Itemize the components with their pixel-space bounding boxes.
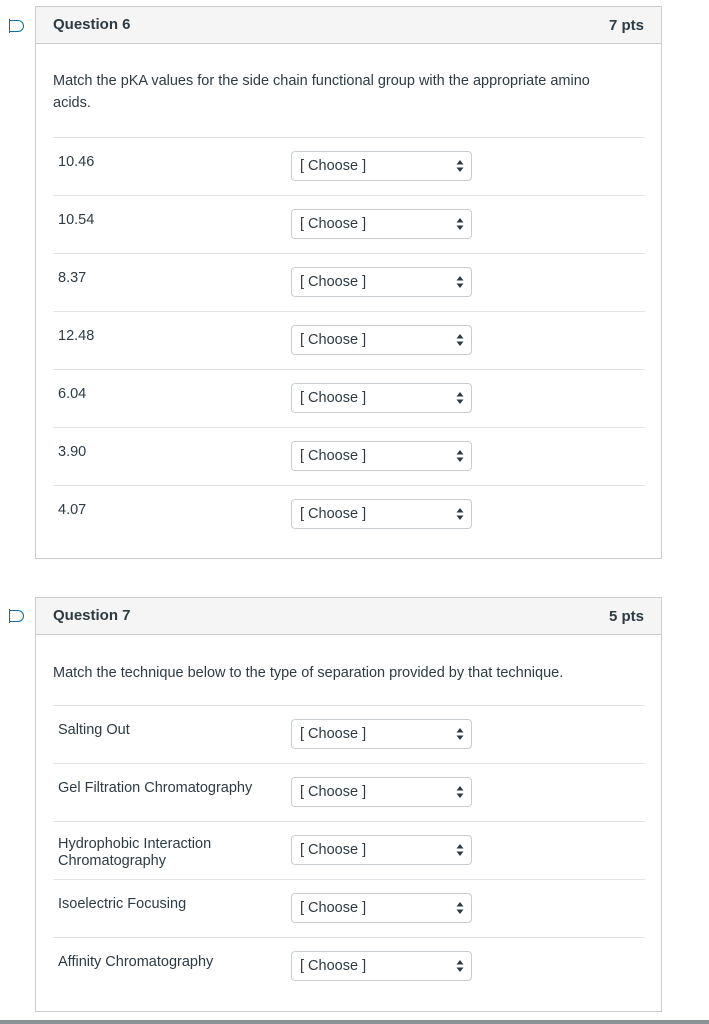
sort-arrows-icon xyxy=(456,449,464,463)
answer-select[interactable] xyxy=(291,151,472,181)
answer-select[interactable] xyxy=(291,951,472,981)
match-row xyxy=(53,705,645,763)
answer-select[interactable] xyxy=(291,719,472,749)
answer-select[interactable] xyxy=(291,325,472,355)
answer-select[interactable] xyxy=(291,267,472,297)
sort-arrows-icon xyxy=(456,727,464,741)
select-value: [ Choose ] xyxy=(300,448,367,464)
question-points: 7 pts xyxy=(608,17,644,34)
match-row xyxy=(53,763,645,821)
match-label: 3.90 xyxy=(58,444,87,460)
sort-arrows-icon xyxy=(456,507,464,521)
match-row xyxy=(53,311,645,369)
sort-arrows-icon xyxy=(456,959,464,973)
match-row xyxy=(53,253,645,311)
match-row xyxy=(53,427,645,485)
question-points: 5 pts xyxy=(608,608,644,625)
sort-arrows-icon xyxy=(456,843,464,857)
match-row xyxy=(53,879,645,937)
question-title: Question 6 xyxy=(53,16,131,33)
select-value: [ Choose ] xyxy=(300,784,367,800)
bookmark-icon[interactable] xyxy=(10,610,24,622)
match-label: 8.37 xyxy=(58,270,87,286)
select-value: [ Choose ] xyxy=(300,900,367,916)
match-row xyxy=(53,821,645,879)
question-header xyxy=(36,598,661,635)
match-label: 10.54 xyxy=(58,212,95,228)
sort-arrows-icon xyxy=(456,159,464,173)
match-label: Isoelectric Focusing xyxy=(58,896,187,912)
select-value: [ Choose ] xyxy=(300,506,367,522)
sort-arrows-icon xyxy=(456,391,464,405)
answer-select[interactable] xyxy=(291,499,472,529)
match-label: 10.46 xyxy=(58,154,95,170)
match-label: Hydrophobic Interaction Chromatography xyxy=(58,836,212,869)
answer-select[interactable] xyxy=(291,209,472,239)
match-row xyxy=(53,369,645,427)
question-header xyxy=(36,7,661,44)
question-title: Question 7 xyxy=(53,607,131,624)
question-7 xyxy=(35,597,662,1012)
select-value: [ Choose ] xyxy=(300,842,367,858)
sort-arrows-icon xyxy=(456,901,464,915)
select-value: [ Choose ] xyxy=(300,726,367,742)
match-row xyxy=(53,137,645,195)
select-value: [ Choose ] xyxy=(300,332,367,348)
select-value: [ Choose ] xyxy=(300,216,367,232)
match-label: 6.04 xyxy=(58,386,87,402)
match-row xyxy=(53,195,645,253)
select-value: [ Choose ] xyxy=(300,158,367,174)
sort-arrows-icon xyxy=(456,217,464,231)
match-label: Gel Filtration Chromatography xyxy=(58,780,253,796)
answer-select[interactable] xyxy=(291,441,472,471)
match-label: Salting Out xyxy=(58,722,130,738)
sort-arrows-icon xyxy=(456,785,464,799)
page-bottom-divider xyxy=(0,1020,709,1024)
answer-select[interactable] xyxy=(291,893,472,923)
match-label: 12.48 xyxy=(58,328,95,344)
bookmark-icon[interactable] xyxy=(10,20,24,32)
sort-arrows-icon xyxy=(456,275,464,289)
match-row xyxy=(53,485,645,543)
select-value: [ Choose ] xyxy=(300,274,367,290)
question-6 xyxy=(35,6,662,559)
answer-select[interactable] xyxy=(291,835,472,865)
answer-select[interactable] xyxy=(291,777,472,807)
match-label: Affinity Chromatography xyxy=(58,954,214,970)
question-text: Match the pKA values for the side chain functional group with the appropriate amino acids. xyxy=(53,73,590,111)
select-value: [ Choose ] xyxy=(300,390,367,406)
match-row xyxy=(53,937,645,995)
select-value: [ Choose ] xyxy=(300,958,367,974)
answer-select[interactable] xyxy=(291,383,472,413)
match-label: 4.07 xyxy=(58,502,87,518)
sort-arrows-icon xyxy=(456,333,464,347)
question-text: Match the technique below to the type of separation provided by that technique. xyxy=(53,665,564,681)
